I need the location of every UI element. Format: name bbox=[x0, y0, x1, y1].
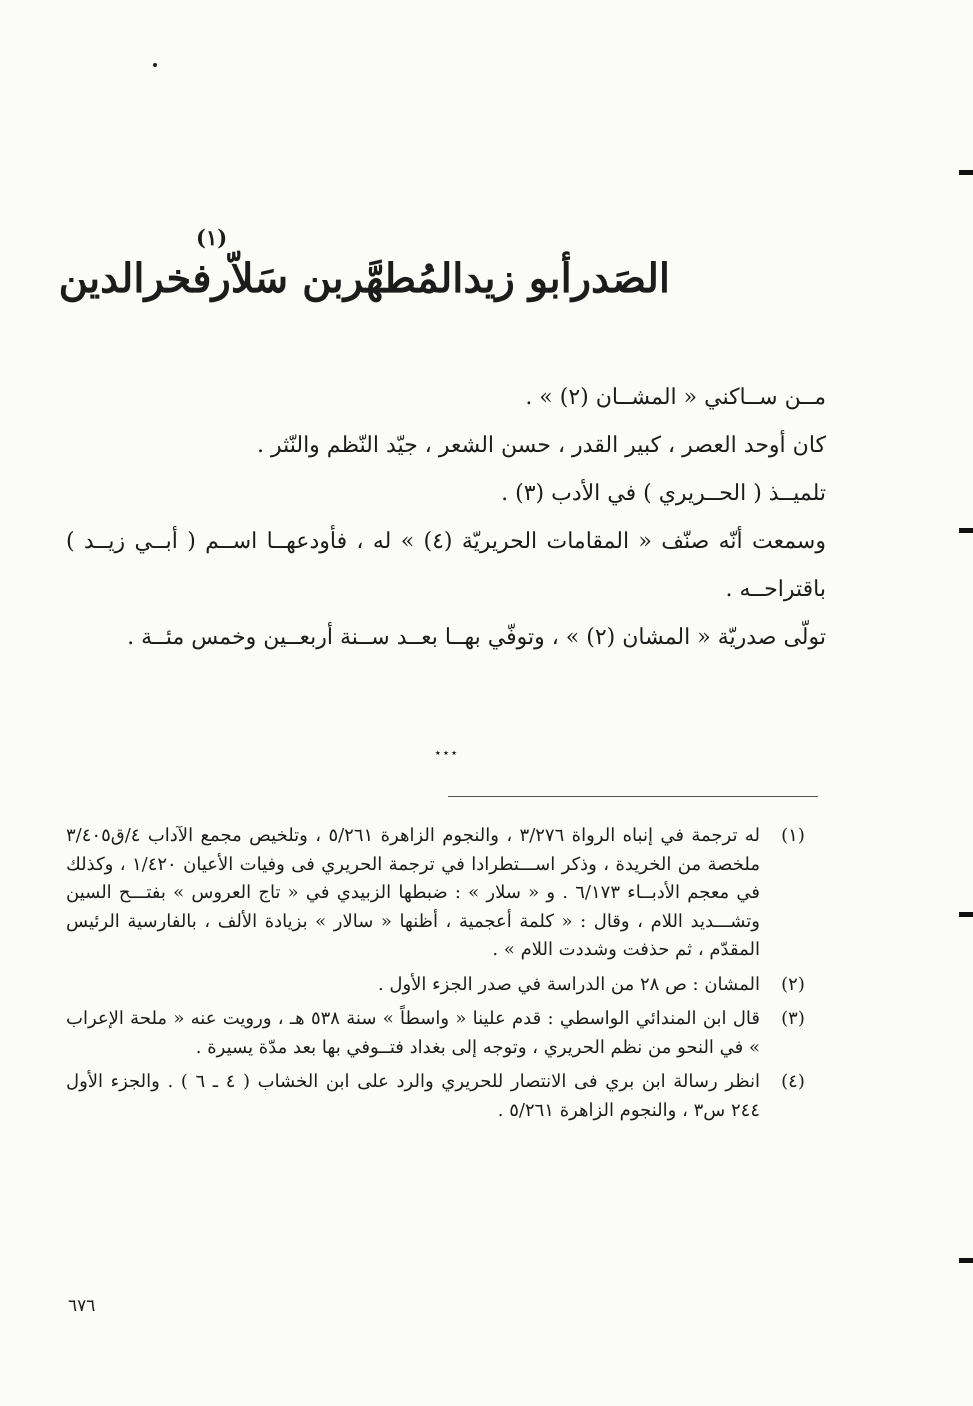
scan-edge-mark bbox=[959, 528, 973, 533]
body-paragraph: كان أوحد العصر ، كبير القدر ، حسن الشعر ، جيّد النّظم والنّثر . bbox=[256, 433, 826, 458]
entry-title: الصَدرأبو زيدالمُطهَّربن سَلاّرفخرالدين bbox=[58, 255, 670, 302]
footnote bbox=[66, 822, 826, 965]
page-number: ٦٧٦ bbox=[68, 1296, 96, 1316]
scan-edge-mark bbox=[959, 170, 973, 175]
footnote-text: المشان : ص ٢٨ من الدراسة في صدر الجزء الأول . bbox=[377, 973, 760, 995]
scan-edge-mark bbox=[959, 1258, 973, 1263]
title-footnote-ref: (١) bbox=[196, 225, 228, 250]
footnotes bbox=[66, 822, 826, 1131]
body-paragraph: تلميــذ ( الحــريري ) في الأدب (٣) . bbox=[501, 481, 826, 506]
body-paragraph: مــن ســاكني « المشــان (٢) » . bbox=[525, 385, 826, 410]
footnote-text: له ترجمة في إنباه الرواة ٣/٢٧٦ ، والنجوم الزاهرة ٥/٢٦١ ، وتلخيص مجمع الآداب ٤/ق٣/٤٠٥ ملخصة من الخريدة ، وذكر اســـتطرادا في ترجمة الحريري فى وفيات الأعيان ١/٤٢٠ ، وكذلك في معجم الأدبــاء ٦/١٧٣ . و « سلار » : ضبطها الزبيدي في « تاج العروس » بفتـــح السين وتشـــديد اللام ، وقال : « كلمة أعجمية ، أظنها « سالار » بزيادة الألف ، بالفارسية الرئيس المقدّم ، ثم حذفت وشددت اللام » . bbox=[66, 825, 760, 960]
footnote-number: (١) bbox=[781, 825, 805, 846]
entry-heading bbox=[58, 225, 670, 315]
entry-body bbox=[66, 374, 826, 662]
ink-speck bbox=[153, 63, 157, 67]
body-paragraph: وسمعت أنّه صنّف « المقامات الحريريّة (٤) » له ، فأودعهــا اســم ( أبــي زيــد ) باقتراحــه . bbox=[66, 529, 826, 602]
scan-edge-mark bbox=[959, 912, 973, 917]
body-paragraph: تولّى صدريّة « المشان (٢) » ، وتوفّي بهــا بعــد ســنة أربعــين وخمس مئــة . bbox=[127, 625, 826, 650]
footnote-number: (٢) bbox=[781, 973, 805, 995]
footnote bbox=[66, 1005, 826, 1062]
footnote bbox=[66, 1068, 826, 1125]
section-separator-stars: ⋆⋆⋆ bbox=[433, 746, 459, 761]
footnote-text: قال ابن المندائي الواسطي : قدم علينا « واسطاً » سنة ٥٣٨ هـ ، ورويت عنه « ملحة الإعراب » في النحو من نظم الحريري ، وتوجه إلى بغداد فتــوفي بها بعد مدّة يسيرة . bbox=[66, 1008, 761, 1058]
footnote-number: (٣) bbox=[781, 1008, 805, 1029]
footnote bbox=[66, 971, 826, 1000]
footnote-number: (٤) bbox=[781, 1071, 805, 1092]
footnote-divider bbox=[448, 796, 818, 797]
footnote-text: انظر رسالة ابن بري فى الانتصار للحريري والرد على ابن الخشاب ( ٤ ـ ٦ ) . والجزء الأول ٢٤٤ س٣ ، والنجوم الزاهرة ٥/٢٦١ . bbox=[66, 1071, 760, 1121]
